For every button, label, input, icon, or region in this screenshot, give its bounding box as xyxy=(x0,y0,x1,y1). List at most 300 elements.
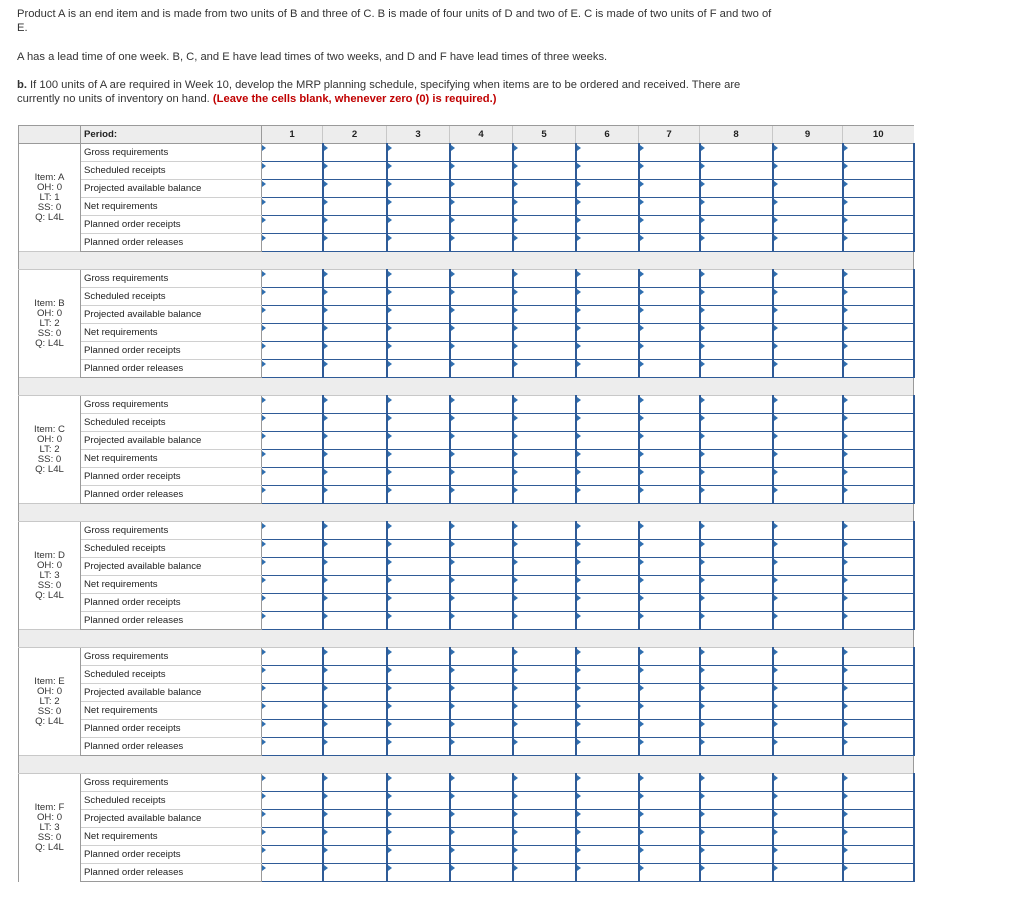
input-cell[interactable] xyxy=(843,774,914,792)
input-cell[interactable] xyxy=(450,594,513,612)
input-cell[interactable] xyxy=(639,702,700,720)
input-cell[interactable] xyxy=(843,234,914,252)
input-cell[interactable] xyxy=(450,558,513,576)
input-cell[interactable] xyxy=(450,180,513,198)
input-cell[interactable] xyxy=(513,846,576,864)
input-cell[interactable] xyxy=(576,666,639,684)
input-cell[interactable] xyxy=(387,486,450,504)
input-cell[interactable] xyxy=(323,270,387,288)
input-cell[interactable] xyxy=(450,774,513,792)
input-cell[interactable] xyxy=(387,468,450,486)
input-cell[interactable] xyxy=(773,468,843,486)
input-cell[interactable] xyxy=(387,720,450,738)
input-cell[interactable] xyxy=(576,810,639,828)
input-cell[interactable] xyxy=(262,342,323,360)
input-cell[interactable] xyxy=(639,306,700,324)
input-cell[interactable] xyxy=(387,540,450,558)
input-cell[interactable] xyxy=(387,306,450,324)
input-cell[interactable] xyxy=(843,216,914,234)
input-cell[interactable] xyxy=(576,720,639,738)
input-cell[interactable] xyxy=(639,684,700,702)
input-cell[interactable] xyxy=(513,180,576,198)
input-cell[interactable] xyxy=(323,792,387,810)
input-cell[interactable] xyxy=(700,540,773,558)
input-cell[interactable] xyxy=(323,738,387,756)
input-cell[interactable] xyxy=(576,738,639,756)
input-cell[interactable] xyxy=(576,360,639,378)
input-cell[interactable] xyxy=(843,720,914,738)
input-cell[interactable] xyxy=(700,738,773,756)
input-cell[interactable] xyxy=(387,738,450,756)
input-cell[interactable] xyxy=(843,450,914,468)
input-cell[interactable] xyxy=(513,612,576,630)
input-cell[interactable] xyxy=(773,612,843,630)
input-cell[interactable] xyxy=(576,306,639,324)
input-cell[interactable] xyxy=(773,342,843,360)
input-cell[interactable] xyxy=(773,828,843,846)
input-cell[interactable] xyxy=(323,684,387,702)
input-cell[interactable] xyxy=(843,810,914,828)
input-cell[interactable] xyxy=(513,360,576,378)
input-cell[interactable] xyxy=(773,792,843,810)
input-cell[interactable] xyxy=(450,468,513,486)
input-cell[interactable] xyxy=(773,522,843,540)
input-cell[interactable] xyxy=(323,144,387,162)
input-cell[interactable] xyxy=(513,864,576,882)
input-cell[interactable] xyxy=(576,468,639,486)
input-cell[interactable] xyxy=(323,864,387,882)
input-cell[interactable] xyxy=(513,306,576,324)
input-cell[interactable] xyxy=(773,234,843,252)
input-cell[interactable] xyxy=(843,702,914,720)
input-cell[interactable] xyxy=(323,648,387,666)
input-cell[interactable] xyxy=(576,486,639,504)
input-cell[interactable] xyxy=(700,846,773,864)
input-cell[interactable] xyxy=(262,792,323,810)
input-cell[interactable] xyxy=(513,540,576,558)
input-cell[interactable] xyxy=(576,234,639,252)
input-cell[interactable] xyxy=(639,774,700,792)
input-cell[interactable] xyxy=(773,360,843,378)
input-cell[interactable] xyxy=(387,684,450,702)
input-cell[interactable] xyxy=(450,288,513,306)
input-cell[interactable] xyxy=(262,774,323,792)
input-cell[interactable] xyxy=(513,342,576,360)
input-cell[interactable] xyxy=(450,162,513,180)
input-cell[interactable] xyxy=(576,414,639,432)
input-cell[interactable] xyxy=(576,594,639,612)
input-cell[interactable] xyxy=(700,702,773,720)
input-cell[interactable] xyxy=(262,198,323,216)
input-cell[interactable] xyxy=(639,234,700,252)
input-cell[interactable] xyxy=(576,540,639,558)
input-cell[interactable] xyxy=(513,666,576,684)
input-cell[interactable] xyxy=(773,324,843,342)
input-cell[interactable] xyxy=(639,342,700,360)
input-cell[interactable] xyxy=(576,864,639,882)
input-cell[interactable] xyxy=(843,306,914,324)
input-cell[interactable] xyxy=(262,540,323,558)
input-cell[interactable] xyxy=(843,576,914,594)
input-cell[interactable] xyxy=(843,270,914,288)
input-cell[interactable] xyxy=(513,720,576,738)
input-cell[interactable] xyxy=(262,684,323,702)
input-cell[interactable] xyxy=(513,558,576,576)
input-cell[interactable] xyxy=(639,666,700,684)
input-cell[interactable] xyxy=(576,198,639,216)
input-cell[interactable] xyxy=(700,576,773,594)
input-cell[interactable] xyxy=(450,144,513,162)
input-cell[interactable] xyxy=(843,846,914,864)
input-cell[interactable] xyxy=(513,648,576,666)
input-cell[interactable] xyxy=(513,774,576,792)
input-cell[interactable] xyxy=(262,612,323,630)
input-cell[interactable] xyxy=(262,162,323,180)
input-cell[interactable] xyxy=(700,864,773,882)
input-cell[interactable] xyxy=(700,306,773,324)
input-cell[interactable] xyxy=(387,666,450,684)
input-cell[interactable] xyxy=(450,216,513,234)
input-cell[interactable] xyxy=(843,666,914,684)
input-cell[interactable] xyxy=(773,864,843,882)
input-cell[interactable] xyxy=(323,522,387,540)
input-cell[interactable] xyxy=(700,468,773,486)
input-cell[interactable] xyxy=(323,414,387,432)
input-cell[interactable] xyxy=(639,864,700,882)
input-cell[interactable] xyxy=(773,666,843,684)
input-cell[interactable] xyxy=(639,720,700,738)
input-cell[interactable] xyxy=(700,648,773,666)
input-cell[interactable] xyxy=(323,594,387,612)
input-cell[interactable] xyxy=(387,432,450,450)
input-cell[interactable] xyxy=(700,522,773,540)
input-cell[interactable] xyxy=(450,396,513,414)
input-cell[interactable] xyxy=(843,558,914,576)
input-cell[interactable] xyxy=(387,558,450,576)
input-cell[interactable] xyxy=(773,594,843,612)
input-cell[interactable] xyxy=(262,450,323,468)
input-cell[interactable] xyxy=(387,342,450,360)
input-cell[interactable] xyxy=(450,828,513,846)
input-cell[interactable] xyxy=(262,432,323,450)
input-cell[interactable] xyxy=(576,576,639,594)
input-cell[interactable] xyxy=(513,810,576,828)
input-cell[interactable] xyxy=(450,486,513,504)
input-cell[interactable] xyxy=(262,180,323,198)
input-cell[interactable] xyxy=(323,720,387,738)
input-cell[interactable] xyxy=(387,594,450,612)
input-cell[interactable] xyxy=(843,828,914,846)
input-cell[interactable] xyxy=(700,810,773,828)
input-cell[interactable] xyxy=(513,468,576,486)
input-cell[interactable] xyxy=(773,162,843,180)
input-cell[interactable] xyxy=(639,216,700,234)
input-cell[interactable] xyxy=(323,432,387,450)
input-cell[interactable] xyxy=(700,720,773,738)
input-cell[interactable] xyxy=(450,522,513,540)
input-cell[interactable] xyxy=(700,486,773,504)
input-cell[interactable] xyxy=(323,360,387,378)
input-cell[interactable] xyxy=(450,648,513,666)
input-cell[interactable] xyxy=(513,792,576,810)
input-cell[interactable] xyxy=(513,324,576,342)
input-cell[interactable] xyxy=(450,864,513,882)
input-cell[interactable] xyxy=(639,522,700,540)
input-cell[interactable] xyxy=(639,432,700,450)
input-cell[interactable] xyxy=(639,468,700,486)
input-cell[interactable] xyxy=(450,432,513,450)
input-cell[interactable] xyxy=(576,324,639,342)
input-cell[interactable] xyxy=(262,810,323,828)
input-cell[interactable] xyxy=(639,648,700,666)
input-cell[interactable] xyxy=(773,144,843,162)
input-cell[interactable] xyxy=(700,144,773,162)
input-cell[interactable] xyxy=(576,270,639,288)
input-cell[interactable] xyxy=(639,594,700,612)
input-cell[interactable] xyxy=(843,324,914,342)
input-cell[interactable] xyxy=(262,738,323,756)
input-cell[interactable] xyxy=(843,792,914,810)
input-cell[interactable] xyxy=(639,324,700,342)
input-cell[interactable] xyxy=(639,576,700,594)
input-cell[interactable] xyxy=(262,486,323,504)
input-cell[interactable] xyxy=(387,864,450,882)
input-cell[interactable] xyxy=(639,144,700,162)
input-cell[interactable] xyxy=(262,720,323,738)
input-cell[interactable] xyxy=(700,234,773,252)
input-cell[interactable] xyxy=(513,576,576,594)
input-cell[interactable] xyxy=(513,450,576,468)
input-cell[interactable] xyxy=(843,180,914,198)
input-cell[interactable] xyxy=(843,414,914,432)
input-cell[interactable] xyxy=(387,234,450,252)
input-cell[interactable] xyxy=(323,558,387,576)
input-cell[interactable] xyxy=(262,666,323,684)
input-cell[interactable] xyxy=(450,450,513,468)
input-cell[interactable] xyxy=(576,774,639,792)
input-cell[interactable] xyxy=(262,468,323,486)
input-cell[interactable] xyxy=(773,774,843,792)
input-cell[interactable] xyxy=(323,342,387,360)
input-cell[interactable] xyxy=(387,702,450,720)
input-cell[interactable] xyxy=(576,792,639,810)
input-cell[interactable] xyxy=(450,360,513,378)
input-cell[interactable] xyxy=(387,288,450,306)
input-cell[interactable] xyxy=(843,396,914,414)
input-cell[interactable] xyxy=(700,198,773,216)
input-cell[interactable] xyxy=(843,522,914,540)
input-cell[interactable] xyxy=(387,828,450,846)
input-cell[interactable] xyxy=(513,828,576,846)
input-cell[interactable] xyxy=(387,162,450,180)
input-cell[interactable] xyxy=(843,648,914,666)
input-cell[interactable] xyxy=(843,540,914,558)
input-cell[interactable] xyxy=(262,360,323,378)
input-cell[interactable] xyxy=(450,666,513,684)
input-cell[interactable] xyxy=(576,648,639,666)
input-cell[interactable] xyxy=(387,522,450,540)
input-cell[interactable] xyxy=(639,738,700,756)
input-cell[interactable] xyxy=(323,576,387,594)
input-cell[interactable] xyxy=(843,738,914,756)
input-cell[interactable] xyxy=(843,594,914,612)
input-cell[interactable] xyxy=(450,612,513,630)
input-cell[interactable] xyxy=(639,612,700,630)
input-cell[interactable] xyxy=(513,198,576,216)
input-cell[interactable] xyxy=(773,288,843,306)
input-cell[interactable] xyxy=(639,288,700,306)
input-cell[interactable] xyxy=(262,288,323,306)
input-cell[interactable] xyxy=(513,396,576,414)
input-cell[interactable] xyxy=(387,792,450,810)
input-cell[interactable] xyxy=(773,576,843,594)
input-cell[interactable] xyxy=(843,342,914,360)
input-cell[interactable] xyxy=(387,810,450,828)
input-cell[interactable] xyxy=(700,828,773,846)
input-cell[interactable] xyxy=(843,288,914,306)
input-cell[interactable] xyxy=(700,450,773,468)
input-cell[interactable] xyxy=(700,324,773,342)
input-cell[interactable] xyxy=(450,198,513,216)
input-cell[interactable] xyxy=(773,684,843,702)
input-cell[interactable] xyxy=(262,702,323,720)
input-cell[interactable] xyxy=(387,612,450,630)
input-cell[interactable] xyxy=(513,702,576,720)
input-cell[interactable] xyxy=(773,414,843,432)
input-cell[interactable] xyxy=(262,522,323,540)
input-cell[interactable] xyxy=(576,432,639,450)
input-cell[interactable] xyxy=(639,792,700,810)
input-cell[interactable] xyxy=(450,792,513,810)
input-cell[interactable] xyxy=(576,558,639,576)
input-cell[interactable] xyxy=(262,576,323,594)
input-cell[interactable] xyxy=(773,810,843,828)
input-cell[interactable] xyxy=(576,396,639,414)
input-cell[interactable] xyxy=(323,774,387,792)
input-cell[interactable] xyxy=(513,270,576,288)
input-cell[interactable] xyxy=(576,522,639,540)
input-cell[interactable] xyxy=(700,396,773,414)
input-cell[interactable] xyxy=(387,270,450,288)
input-cell[interactable] xyxy=(843,162,914,180)
input-cell[interactable] xyxy=(262,270,323,288)
input-cell[interactable] xyxy=(387,846,450,864)
input-cell[interactable] xyxy=(387,180,450,198)
input-cell[interactable] xyxy=(262,324,323,342)
input-cell[interactable] xyxy=(323,288,387,306)
input-cell[interactable] xyxy=(576,288,639,306)
input-cell[interactable] xyxy=(773,702,843,720)
input-cell[interactable] xyxy=(323,468,387,486)
input-cell[interactable] xyxy=(700,342,773,360)
input-cell[interactable] xyxy=(576,846,639,864)
input-cell[interactable] xyxy=(387,144,450,162)
input-cell[interactable] xyxy=(639,360,700,378)
input-cell[interactable] xyxy=(843,864,914,882)
input-cell[interactable] xyxy=(387,414,450,432)
input-cell[interactable] xyxy=(639,270,700,288)
input-cell[interactable] xyxy=(323,234,387,252)
input-cell[interactable] xyxy=(773,306,843,324)
input-cell[interactable] xyxy=(262,648,323,666)
input-cell[interactable] xyxy=(450,324,513,342)
input-cell[interactable] xyxy=(843,612,914,630)
input-cell[interactable] xyxy=(513,288,576,306)
input-cell[interactable] xyxy=(262,558,323,576)
input-cell[interactable] xyxy=(513,432,576,450)
input-cell[interactable] xyxy=(450,846,513,864)
input-cell[interactable] xyxy=(323,540,387,558)
input-cell[interactable] xyxy=(700,432,773,450)
input-cell[interactable] xyxy=(513,684,576,702)
input-cell[interactable] xyxy=(773,540,843,558)
input-cell[interactable] xyxy=(387,396,450,414)
input-cell[interactable] xyxy=(639,486,700,504)
input-cell[interactable] xyxy=(773,216,843,234)
input-cell[interactable] xyxy=(323,162,387,180)
input-cell[interactable] xyxy=(773,486,843,504)
input-cell[interactable] xyxy=(843,198,914,216)
input-cell[interactable] xyxy=(513,162,576,180)
input-cell[interactable] xyxy=(323,666,387,684)
input-cell[interactable] xyxy=(262,846,323,864)
input-cell[interactable] xyxy=(639,810,700,828)
input-cell[interactable] xyxy=(262,414,323,432)
input-cell[interactable] xyxy=(262,864,323,882)
input-cell[interactable] xyxy=(773,720,843,738)
input-cell[interactable] xyxy=(513,522,576,540)
input-cell[interactable] xyxy=(387,450,450,468)
input-cell[interactable] xyxy=(576,216,639,234)
input-cell[interactable] xyxy=(773,270,843,288)
input-cell[interactable] xyxy=(700,360,773,378)
input-cell[interactable] xyxy=(700,594,773,612)
input-cell[interactable] xyxy=(639,396,700,414)
input-cell[interactable] xyxy=(450,414,513,432)
input-cell[interactable] xyxy=(323,702,387,720)
input-cell[interactable] xyxy=(576,144,639,162)
input-cell[interactable] xyxy=(387,324,450,342)
input-cell[interactable] xyxy=(513,486,576,504)
input-cell[interactable] xyxy=(262,828,323,846)
input-cell[interactable] xyxy=(576,342,639,360)
input-cell[interactable] xyxy=(262,594,323,612)
input-cell[interactable] xyxy=(773,738,843,756)
input-cell[interactable] xyxy=(576,450,639,468)
input-cell[interactable] xyxy=(576,828,639,846)
input-cell[interactable] xyxy=(323,810,387,828)
input-cell[interactable] xyxy=(639,414,700,432)
input-cell[interactable] xyxy=(700,774,773,792)
input-cell[interactable] xyxy=(576,162,639,180)
input-cell[interactable] xyxy=(450,234,513,252)
input-cell[interactable] xyxy=(843,360,914,378)
input-cell[interactable] xyxy=(323,324,387,342)
input-cell[interactable] xyxy=(323,486,387,504)
input-cell[interactable] xyxy=(773,558,843,576)
input-cell[interactable] xyxy=(639,558,700,576)
input-cell[interactable] xyxy=(773,846,843,864)
input-cell[interactable] xyxy=(450,720,513,738)
input-cell[interactable] xyxy=(323,306,387,324)
input-cell[interactable] xyxy=(700,216,773,234)
input-cell[interactable] xyxy=(513,414,576,432)
input-cell[interactable] xyxy=(262,396,323,414)
input-cell[interactable] xyxy=(773,648,843,666)
input-cell[interactable] xyxy=(450,684,513,702)
input-cell[interactable] xyxy=(387,216,450,234)
input-cell[interactable] xyxy=(639,828,700,846)
